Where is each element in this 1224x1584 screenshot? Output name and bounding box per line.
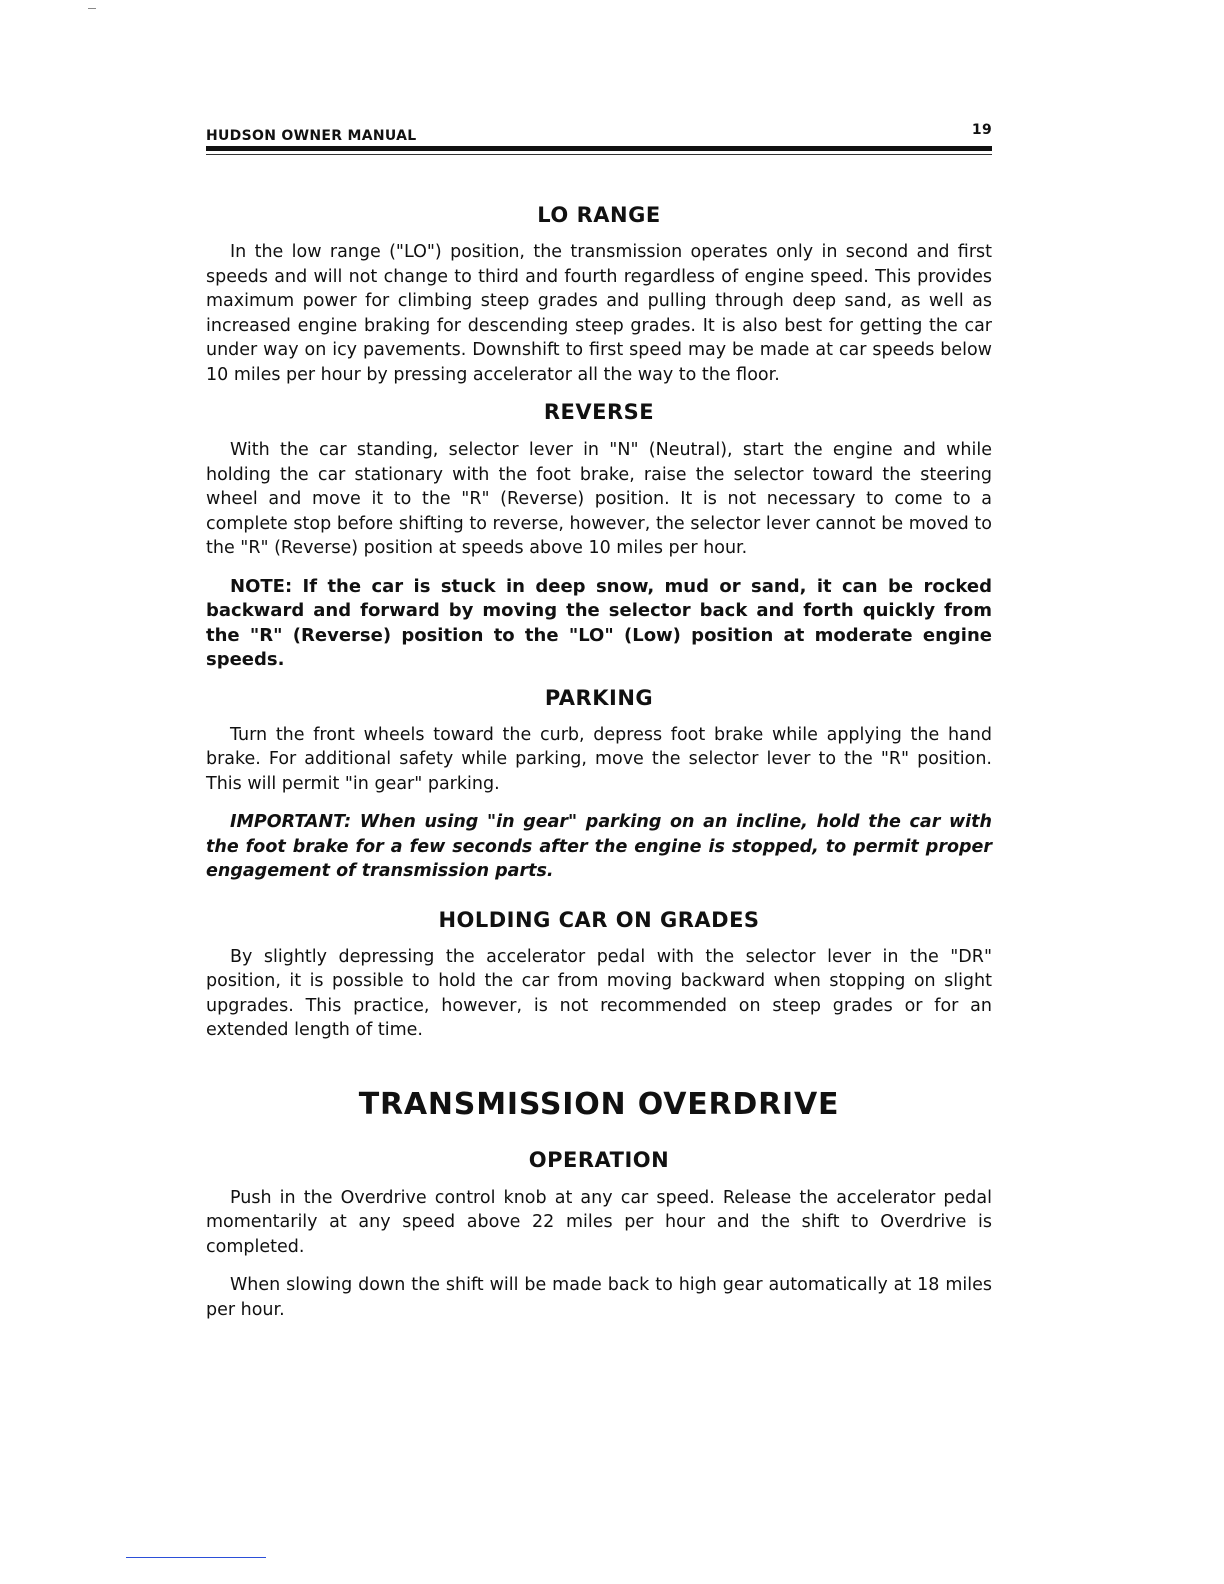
page-number: 19 — [971, 122, 992, 138]
section-heading-reverse: REVERSE — [543, 400, 655, 424]
operation-paragraph-1: Push in the Overdrive control knob at any car speed. Release the accelerator pedal momentarily at any speed above 22 miles per hour and the shift to Overdrive is completed. — [206, 1187, 992, 1257]
parking-important-note: IMPORTANT: When using "in gear" parking on an incline, hold the car with the foot brake for a few seconds after the engine is stopped, to permit proper engagement of transmission parts. — [206, 812, 992, 881]
reverse-note: NOTE: If the car is stuck in deep snow, mud or sand, it can be rocked backward and forward by moving the selector back and forth quickly from the "R" (Reverse) position to the "LO" (Low) position at moderate engine speeds. — [206, 575, 992, 670]
chapter-title-transmission-overdrive: TRANSMISSION OVERDRIVE — [358, 1086, 840, 1122]
manual-title: HUDSON OWNER MANUAL — [206, 128, 417, 144]
parking-paragraph: Turn the front wheels toward the curb, depress foot brake while applying the hand brake. For additional safety while parking, move the selector lever to the "R" position. This will permit "in gear" parking. — [206, 724, 992, 794]
holding-paragraph: By slightly depressing the accelerator pedal with the selector lever in the "DR" position, it is possible to hold the car from moving backward when stopping on slight upgrades. This practice, however, is not recommended on steep grades or for an extended length of time. — [206, 946, 992, 1040]
header-rule-thin — [206, 154, 992, 155]
bottom-edge-line — [126, 1557, 266, 1558]
section-heading-holding-car-on-grades: HOLDING CAR ON GRADES — [438, 907, 760, 932]
manual-page — [206, 120, 992, 1322]
lo-range-paragraph: In the low range ("LO") position, the transmission operates only in second and first speeds and will not change to third and fourth regardless of engine speed. This provides maximum power for climbing steep grades and pulling through deep sand, as well as increased engine braking for descending steep grades. It is also best for getting the car under way on icy pavements. Downshift to first speed may be made at car speeds below 10 miles per hour by pressing accelerator all the way to the floor. — [206, 242, 992, 385]
running-header — [206, 120, 992, 142]
scan-corner-mark — [88, 8, 96, 9]
reverse-paragraph: With the car standing, selector lever in "N" (Neutral), start the engine and while holding the car stationary with the foot brake, raise the selector toward the steering wheel and move it to the "R" (Reverse) position. It is not necessary to come to a complete stop before shifting to reverse, however, the selector lever cannot be moved to the "R" (Reverse) position at speeds above 10 miles per hour. — [206, 440, 992, 558]
section-heading-lo-range: LO RANGE — [537, 203, 661, 227]
section-heading-parking: PARKING — [544, 685, 654, 710]
operation-paragraph-2: When slowing down the shift will be made back to high gear automatically at 18 miles per hour. — [206, 1275, 992, 1320]
header-rule-thick — [206, 146, 992, 151]
section-heading-operation: OPERATION — [528, 1147, 670, 1172]
